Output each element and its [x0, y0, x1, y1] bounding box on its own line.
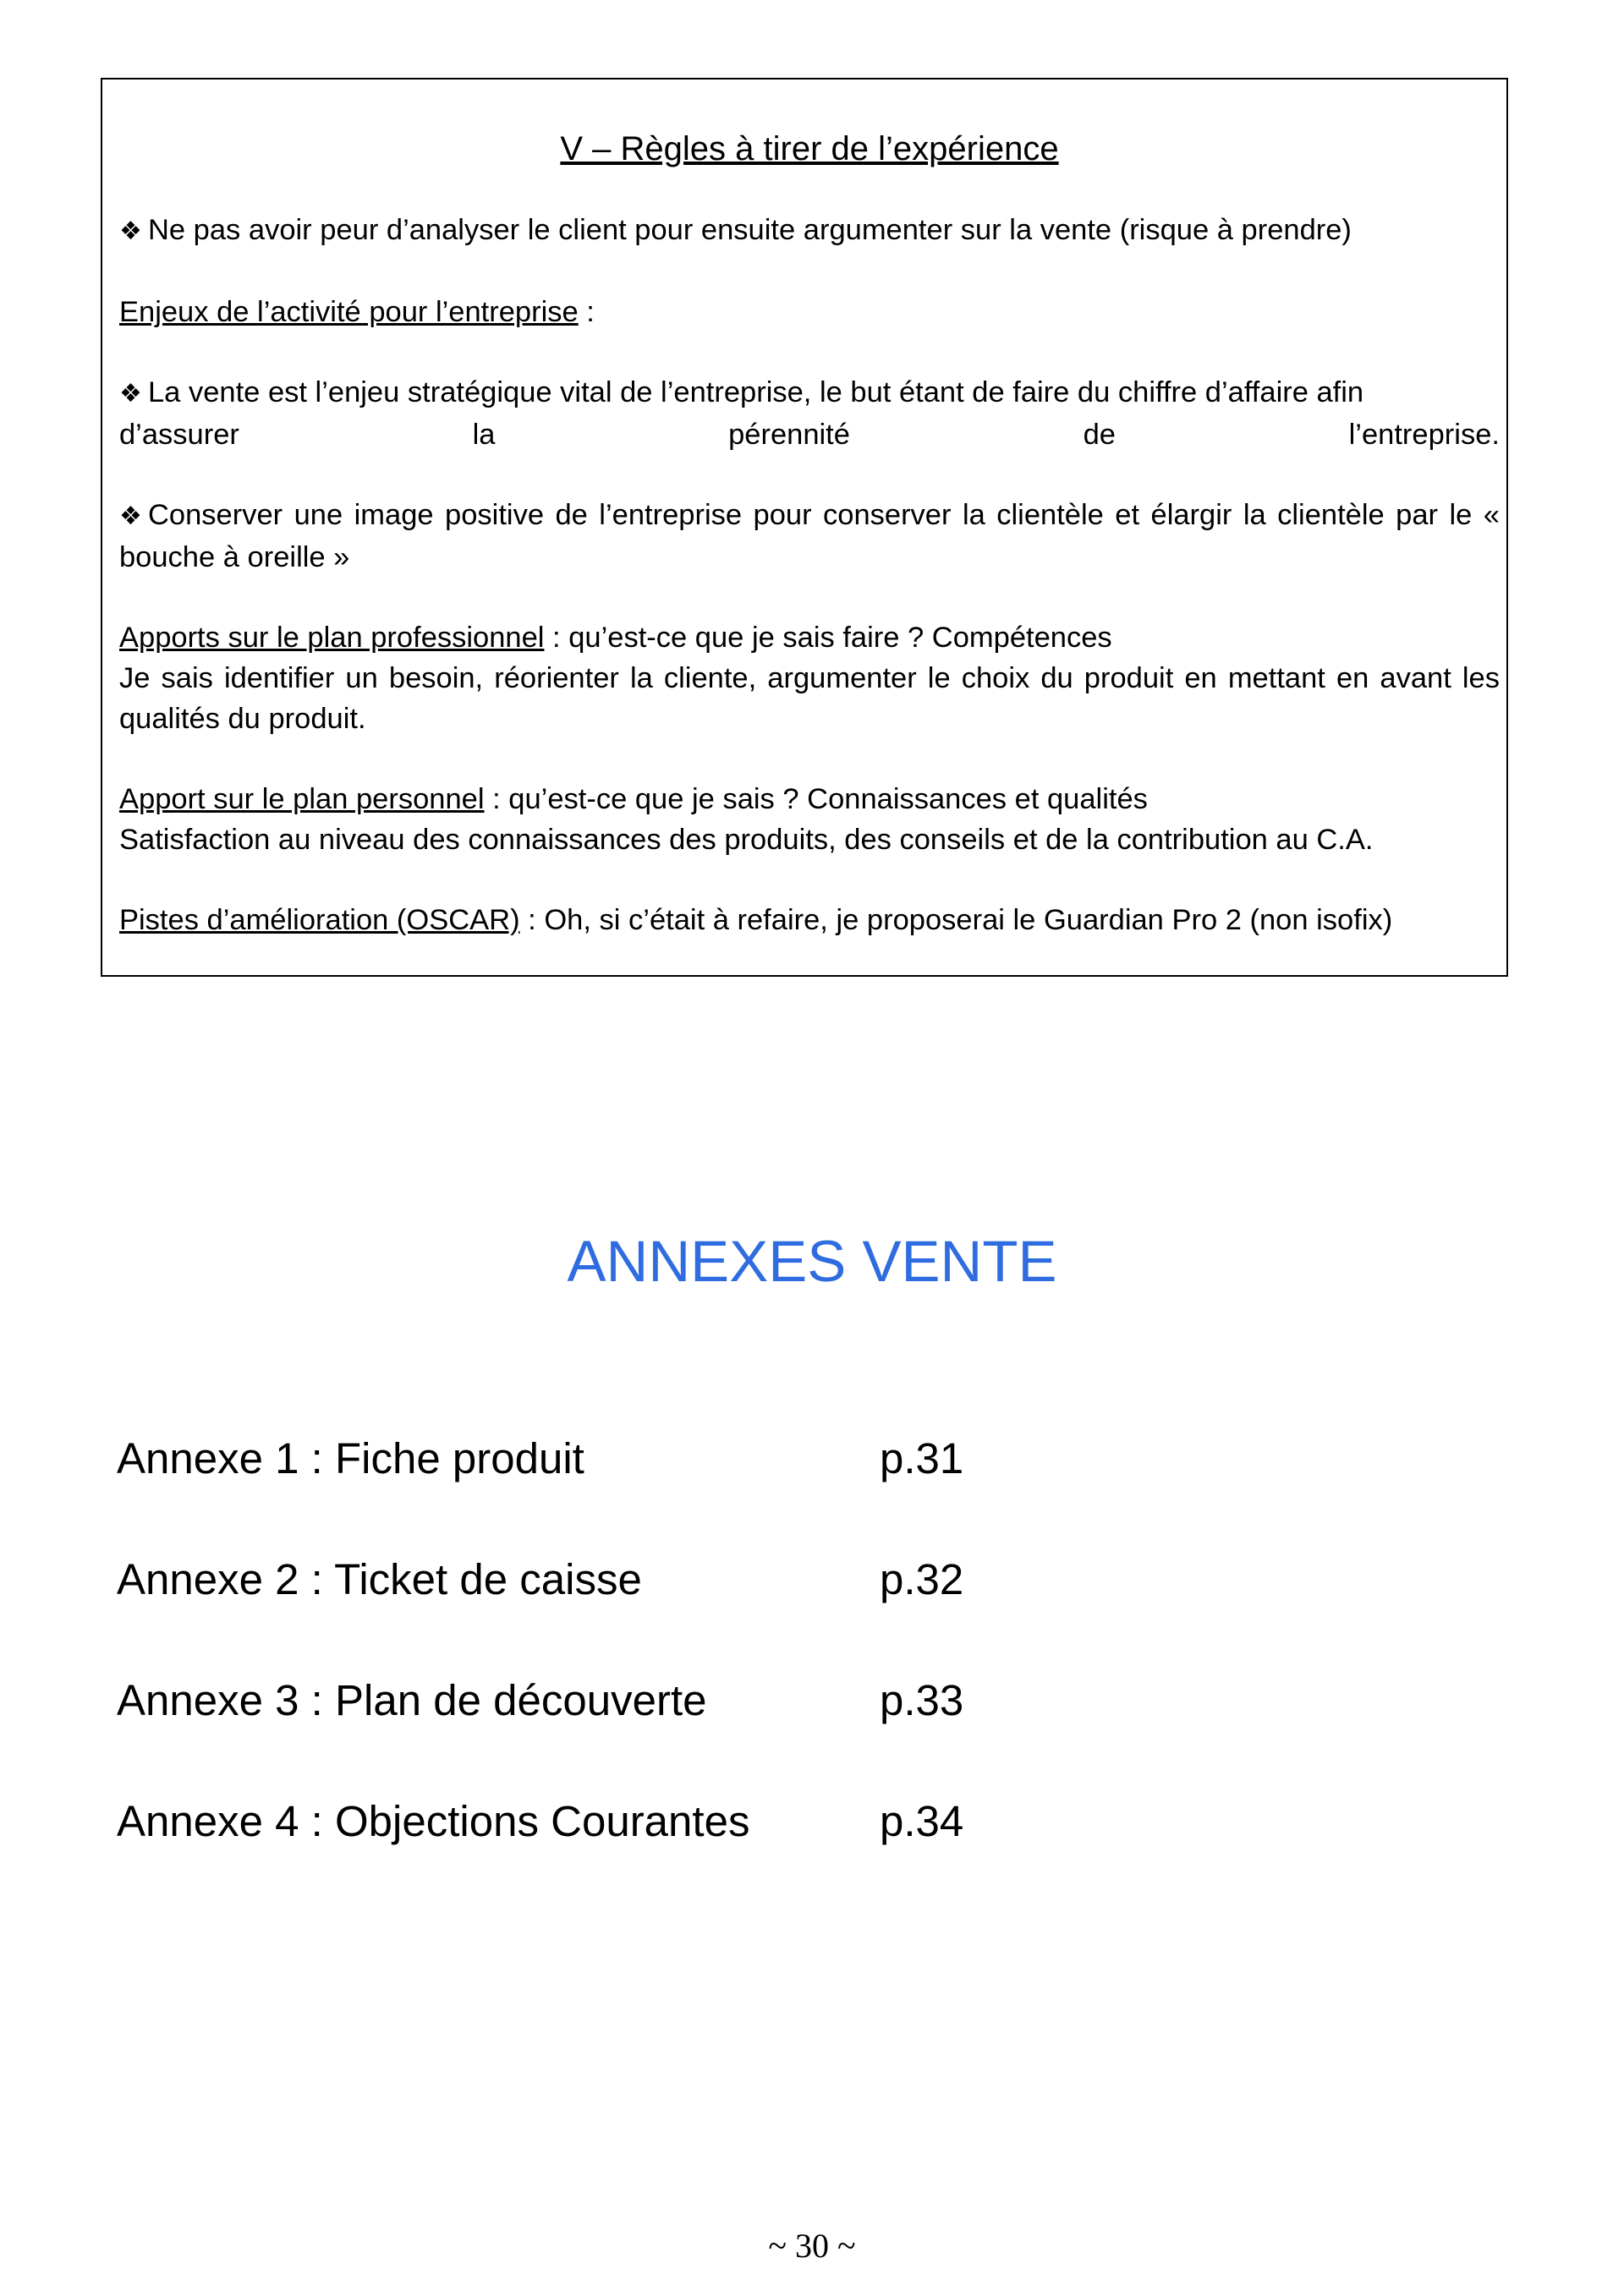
apport-perso-heading-line [119, 779, 1500, 819]
apports-pro-text: Je sais identifier un besoin, réorienter la cliente, argumenter le choix du produit en mettant en avant les qualités du produit. [119, 662, 1500, 735]
annex-item [117, 1429, 1047, 1488]
bullet-2-word: la [472, 419, 496, 451]
apports-pro-suffix: : qu’est-ce que je sais faire ? Compétences [544, 622, 1112, 654]
bullet-paragraph-1 [119, 210, 1500, 252]
apports-pro-heading-line [119, 617, 1500, 658]
bullet-2-word: d’assurer [119, 419, 239, 451]
section-title-text: V – Règles à tirer de l’expérience [560, 130, 1059, 167]
apport-perso-suffix: : qu’est-ce que je sais ? Connaissances et qualités [484, 783, 1148, 815]
experience-rules-box [101, 78, 1508, 977]
bullet-paragraph-2-line-2 [119, 414, 1500, 455]
bullet-1-text: Ne pas avoir peur d’analyser le client pour ensuite argumenter sur la vente (risque à prendre) [148, 214, 1352, 246]
page-number: ~ 30 ~ [768, 2227, 856, 2265]
pistes-suffix: : Oh, si c’était à refaire, je proposerai le Guardian Pro 2 (non isofix) [519, 904, 1393, 936]
bullet-2-word: de [1083, 419, 1116, 451]
bullet-paragraph-2-line-1 [119, 372, 1500, 414]
bullet-paragraph-3 [119, 495, 1500, 578]
annex-label: Annexe 2 : Ticket de caisse [117, 1555, 642, 1603]
bullet-diamond-icon: ❖ [119, 502, 142, 530]
apport-perso-heading: Apport sur le plan personnel [119, 783, 485, 815]
bullet-2-line-1-text: La vente est l’enjeu stratégique vital de l’entreprise, le but étant de faire du chiffre d’affaire afin [148, 376, 1364, 408]
bullet-2-word: l’entreprise. [1348, 419, 1500, 451]
pistes-line [119, 900, 1500, 940]
annex-page: p.33 [880, 1676, 964, 1724]
apports-pro-heading: Apports sur le plan professionnel [119, 622, 545, 654]
enjeux-heading: Enjeux de l’activité pour l’entreprise [119, 296, 579, 328]
annex-label: Annexe 1 : Fiche produit [117, 1434, 584, 1482]
annex-item [117, 1550, 1047, 1609]
annex-page: p.32 [880, 1555, 964, 1603]
annex-label: Annexe 4 : Objections Courantes [117, 1797, 750, 1845]
annexes-title: ANNEXES VENTE [567, 1229, 1057, 1294]
annex-page: p.34 [880, 1797, 964, 1845]
annex-item [117, 1671, 1047, 1730]
bullet-2-word: pérennité [728, 419, 850, 451]
enjeux-heading-line [119, 292, 1500, 332]
bullet-3-text: Conserver une image positive de l’entreprise pour conserver la clientèle et élargir la clientèle par le « bouche à oreille » [119, 499, 1500, 573]
section-title [119, 125, 1500, 173]
apport-perso-text: Satisfaction au niveau des connaissances des produits, des conseils et de la contribution au C.A. [119, 824, 1374, 856]
annex-page: p.31 [880, 1434, 964, 1482]
annex-label: Annexe 3 : Plan de découverte [117, 1676, 707, 1724]
bullet-diamond-icon: ❖ [119, 217, 142, 245]
enjeux-colon: : [578, 296, 595, 328]
annex-item [117, 1792, 1047, 1851]
pistes-heading: Pistes d’amélioration (OSCAR) [119, 904, 520, 936]
bullet-diamond-icon: ❖ La vente est l’enjeu stratégique vital de l’entreprise, le but étant de faire du chiffre d’affaire afin [119, 376, 1364, 408]
